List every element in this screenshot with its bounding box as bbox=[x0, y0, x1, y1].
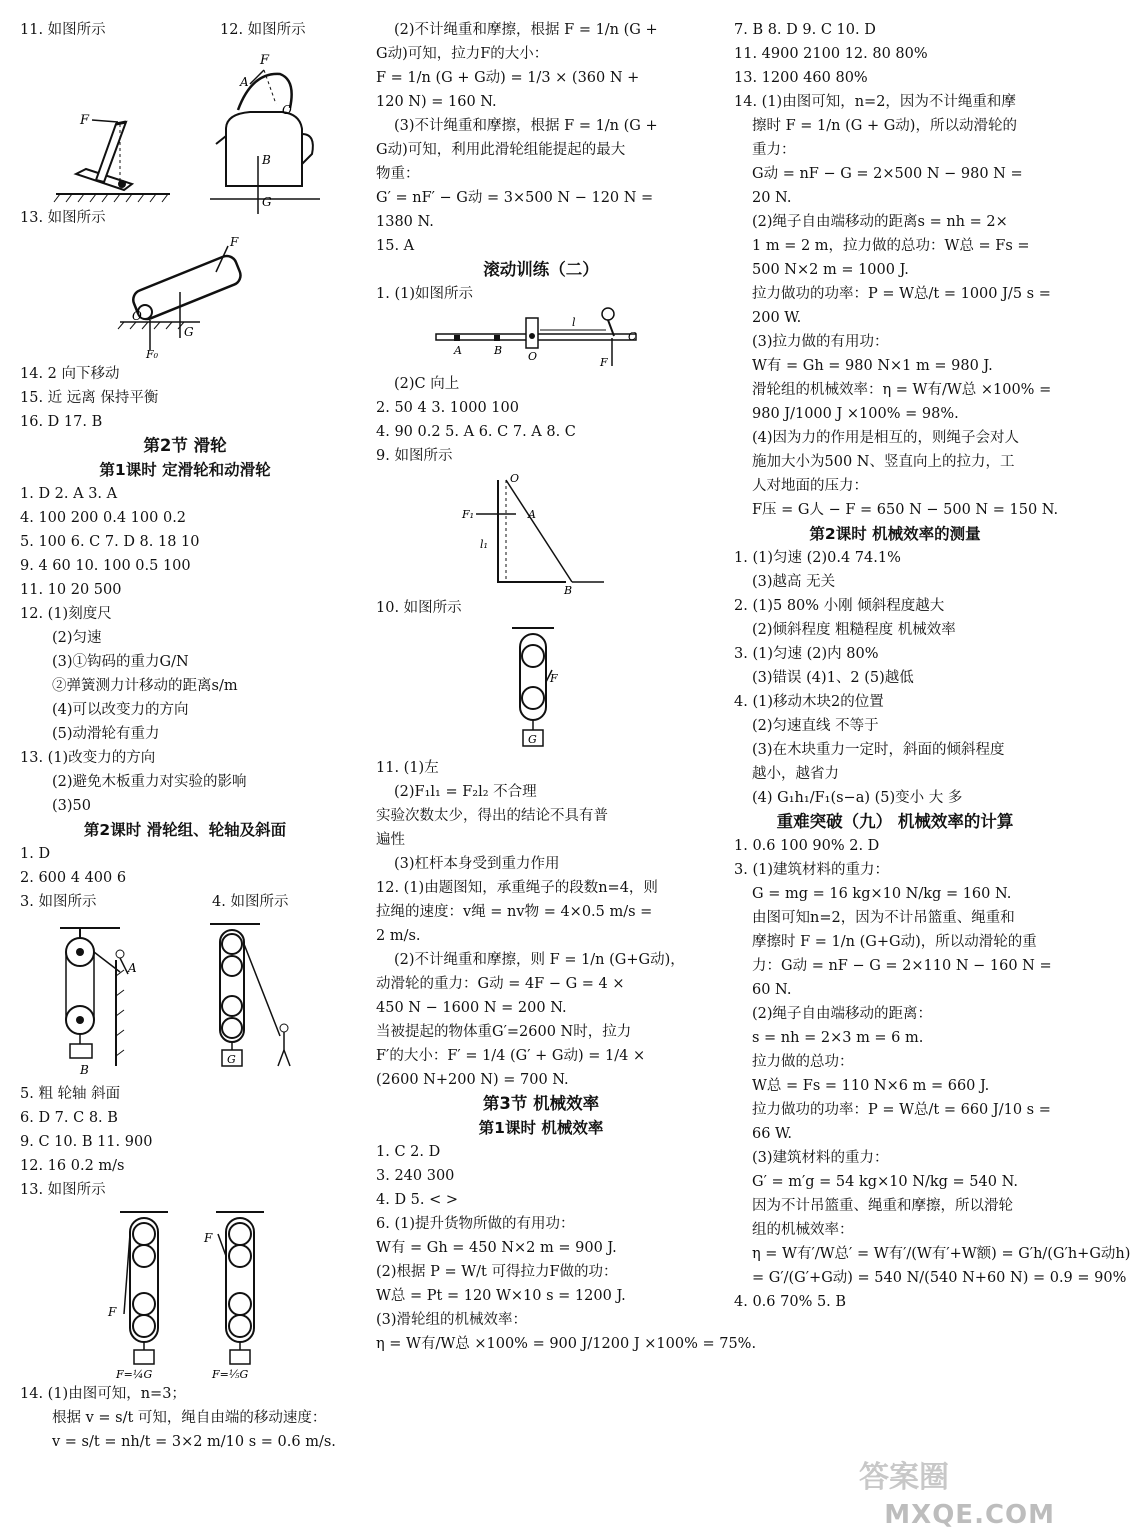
text-line: (3)错误 (4)1、2 (5)越低 bbox=[752, 670, 914, 686]
text-line: 1. (1)如图所示 bbox=[376, 286, 473, 302]
text-line: 因为不计吊篮重、绳重和摩擦，所以滑轮 bbox=[752, 1198, 1013, 1214]
text-line: (2)不计绳重和摩擦，则 F = 1/n (G+G动)， bbox=[394, 952, 685, 968]
crane-F1-label: F₁ bbox=[462, 508, 475, 521]
col2-block6 bbox=[376, 1140, 757, 1356]
text-line: G′ = nF′ − G动 = 3×500 N − 120 N = bbox=[376, 190, 654, 206]
text-line: (2)避免木板重力对实验的影响 bbox=[52, 774, 247, 790]
text-line: 66 W. bbox=[752, 1126, 793, 1142]
col3-block3 bbox=[734, 834, 1130, 1314]
q11-text: 11. 如图所示 bbox=[20, 22, 106, 38]
text-line: 当被提起的物体重G′=2600 N时，拉力 bbox=[376, 1024, 632, 1040]
text-line: 拉力做功的功率：P = W总/t = 660 J/10 s = bbox=[752, 1102, 1051, 1118]
seesaw-l-label: l bbox=[572, 316, 576, 329]
section-heading: 第2节 滑轮 bbox=[143, 436, 227, 455]
text-line: 4. 90 0.2 5. A 6. C 7. A 8. C bbox=[376, 424, 576, 440]
text-line: (3)拉力做的有用功： bbox=[752, 334, 889, 350]
pulley-frame-figure bbox=[376, 622, 706, 754]
incline-F0-label: F₀ bbox=[146, 348, 159, 361]
text-line: (2)匀速直线 不等于 bbox=[752, 718, 879, 734]
text-line: 14. (1)由图可知，n=2，因为不计绳重和摩 bbox=[734, 94, 1016, 110]
lesson-heading: 第1课时 机械效率 bbox=[478, 1119, 604, 1137]
frame-G-label: G bbox=[528, 733, 537, 746]
kettle-A-label: A bbox=[240, 75, 249, 89]
q4-text: 4. 如图所示 bbox=[212, 894, 289, 910]
pulley-B-label: B bbox=[80, 1063, 89, 1077]
kettle-B-label: B bbox=[262, 153, 271, 167]
text-line: (3)①钩码的重力G/N bbox=[52, 654, 189, 670]
text-line: (2)绳子自由端移动的距离s = nh = 2× bbox=[752, 214, 1008, 230]
crane-l1-label: l₁ bbox=[480, 538, 488, 551]
text-line: v = s/t = nh/t = 3×2 m/10 s = 0.6 m/s. bbox=[52, 1434, 336, 1450]
text-line: 12. 16 0.2 m/s bbox=[20, 1158, 125, 1174]
text-line: 11. 4900 2100 12. 80 80% bbox=[734, 46, 928, 62]
text-line: 15. A bbox=[376, 238, 415, 254]
text-line: 施加大小为500 N、竖直向上的拉力，工 bbox=[752, 454, 1015, 470]
text-line: 200 W. bbox=[752, 310, 802, 326]
seesaw-B-label: B bbox=[494, 344, 503, 357]
text-line: 滑轮组的机械效率：η = W有/W总 ×100% = bbox=[752, 382, 1052, 398]
text-line: 1 m = 2 m，拉力做的总功：W总 = Fs = bbox=[752, 238, 1030, 254]
block-F-label: F bbox=[108, 1305, 117, 1319]
text-line: (2)C 向上 bbox=[394, 376, 460, 392]
text-line: 2 m/s. bbox=[376, 928, 421, 944]
col1-block1 bbox=[20, 362, 350, 434]
text-line: 组的机械效率： bbox=[752, 1222, 854, 1238]
text-line: 3. 240 300 bbox=[376, 1168, 455, 1184]
col1-block5 bbox=[20, 1382, 350, 1454]
text-line: 重力： bbox=[752, 142, 796, 158]
text-line: 60 N. bbox=[752, 982, 792, 998]
lever-and-kettle-figure bbox=[20, 44, 350, 209]
col1-block4 bbox=[20, 1082, 350, 1202]
text-line: 力：G动 = nF − G = 2×110 N − 160 N = bbox=[752, 958, 1052, 974]
section-heading: 第3节 机械效率 bbox=[482, 1094, 600, 1113]
text-line: (5)动滑轮有重力 bbox=[52, 726, 160, 742]
text-line: 16. D 17. B bbox=[20, 414, 103, 430]
lesson-heading: 第2课时 滑轮组、轮轴及斜面 bbox=[83, 821, 287, 839]
text-line: 1. D 2. A 3. A bbox=[20, 486, 118, 502]
text-line: W有 = Gh = 450 N×2 m = 900 J. bbox=[376, 1240, 617, 1256]
column-1 bbox=[20, 18, 350, 1454]
text-line: 拉绳的速度：v绳 = nv物 = 4×0.5 m/s = bbox=[376, 904, 653, 920]
text-line: 人对地面的压力： bbox=[752, 478, 868, 494]
text-line: (2600 N+200 N) = 700 N. bbox=[376, 1072, 569, 1088]
text-line: (4)可以改变力的方向 bbox=[52, 702, 189, 718]
text-line: 13. 1200 460 80% bbox=[734, 70, 868, 86]
text-line: G动)可知，拉力F的大小： bbox=[376, 46, 549, 62]
section-heading: 重难突破（九） 机械效率的计算 bbox=[776, 812, 1014, 831]
kettle-O-label: O bbox=[282, 103, 292, 117]
text-line: 3. (1)建筑材料的重力： bbox=[734, 862, 889, 878]
text-line: W总 = Pt = 120 W×10 s = 1200 J. bbox=[376, 1288, 626, 1304]
lesson-heading: 第1课时 定滑轮和动滑轮 bbox=[99, 461, 271, 479]
crane-lever-figure bbox=[376, 470, 706, 597]
text-line: 1. D bbox=[20, 846, 51, 862]
text-line: 7. B 8. D 9. C 10. D bbox=[734, 22, 876, 38]
text-line: 物重： bbox=[376, 166, 420, 182]
text-line: G = mg = 16 kg×10 N/kg = 160 N. bbox=[752, 886, 1012, 902]
text-line: 450 N − 1600 N = 200 N. bbox=[376, 1000, 567, 1016]
column-2 bbox=[376, 18, 757, 1356]
block-F-quarter-label: F=¼G bbox=[116, 1368, 153, 1381]
text-line: 500 N×2 m = 1000 J. bbox=[752, 262, 909, 278]
text-line: 拉力做的总功： bbox=[752, 1054, 854, 1070]
text-line: ②弹簧测力计移动的距离s/m bbox=[52, 678, 238, 694]
q13-label: 13. 如图所示 bbox=[20, 210, 106, 226]
text-line: G动 = nF − G = 2×500 N − 980 N = bbox=[752, 166, 1023, 182]
text-line: F′的大小：F′ = 1/4 (G′ + G动) = 1/4 × bbox=[376, 1048, 646, 1064]
text-line: 15. 近 远离 保持平衡 bbox=[20, 390, 159, 406]
text-line: 2. (1)5 80% 小刚 倾斜程度越大 bbox=[734, 598, 945, 614]
pulley-systems-figure bbox=[20, 916, 350, 1080]
text-line: 9. 如图所示 bbox=[376, 448, 453, 464]
text-line: 14. 2 向下移动 bbox=[20, 366, 120, 382]
incline-G-label: G bbox=[184, 325, 194, 339]
pulley2-G-label: G bbox=[227, 1053, 236, 1066]
text-line: (3)50 bbox=[52, 798, 91, 814]
seesaw-A-label: A bbox=[454, 344, 462, 357]
seesaw-figure bbox=[376, 308, 706, 370]
text-line: 12. (1)由题图知，承重绳子的段数n=4，则 bbox=[376, 880, 658, 896]
text-line: (3)杠杆本身受到重力作用 bbox=[394, 856, 560, 872]
text-line: 3. (1)匀速 (2)内 80% bbox=[734, 646, 879, 662]
text-line: 980 J/1000 J ×100% = 98%. bbox=[752, 406, 959, 422]
text-line: 13. (1)改变力的方向 bbox=[20, 750, 156, 766]
text-line: (2)匀速 bbox=[52, 630, 102, 646]
text-line: 4. 100 200 0.4 100 0.2 bbox=[20, 510, 187, 526]
text-line: (2)倾斜程度 粗糙程度 机械效率 bbox=[752, 622, 956, 638]
text-line: (3)不计绳重和摩擦，根据 F = 1/n (G + bbox=[394, 118, 658, 134]
text-line: (4) G₁h₁/F₁(s−a) (5)变小 大 多 bbox=[752, 790, 963, 806]
q12-text: 12. 如图所示 bbox=[220, 22, 306, 38]
text-line: (4)因为力的作用是相互的，则绳子会对人 bbox=[752, 430, 1020, 446]
text-line: 6. (1)提升货物所做的有用功： bbox=[376, 1216, 575, 1232]
pulley-block-figure bbox=[20, 1204, 350, 1380]
text-line: (2)绳子自由端移动的距离： bbox=[752, 1006, 933, 1022]
text-line: 10. 如图所示 bbox=[376, 600, 462, 616]
incline-F-label: F bbox=[230, 235, 239, 249]
text-line: 5. 100 6. C 7. D 8. 18 10 bbox=[20, 534, 200, 550]
text-line: F = 1/n (G + G动) = 1/3 × (360 N + bbox=[376, 70, 640, 86]
text-line: 6. D 7. C 8. B bbox=[20, 1110, 118, 1126]
col1-block2 bbox=[20, 482, 350, 818]
lever-F-label: F bbox=[80, 113, 90, 128]
watermark-url: MXQE.COM bbox=[884, 1500, 1055, 1530]
text-line: 4. 0.6 70% 5. B bbox=[734, 1294, 847, 1310]
text-line: 拉力做功的功率：P = W总/t = 1000 J/5 s = bbox=[752, 286, 1051, 302]
text-line: η = W有/W总 ×100% = 900 J/1200 J ×100% = 75%. bbox=[376, 1336, 757, 1352]
text-line: 9. C 10. B 11. 900 bbox=[20, 1134, 153, 1150]
text-line: 1. 0.6 100 90% 2. D bbox=[734, 838, 880, 854]
crane-A-label: A bbox=[528, 508, 536, 521]
text-line: 摩擦时 F = 1/n (G+G动)，所以动滑轮的重 bbox=[752, 934, 1037, 950]
seesaw-C-label: C bbox=[628, 330, 637, 343]
col3-block1 bbox=[734, 18, 1059, 522]
text-line: 越小，越省力 bbox=[752, 766, 839, 782]
text-line: (3)越高 无关 bbox=[752, 574, 836, 590]
text-line: 实验次数太少，得出的结论不具有普 bbox=[376, 808, 608, 824]
text-line: 20 N. bbox=[752, 190, 792, 206]
text-line: 13. 如图所示 bbox=[20, 1182, 106, 1198]
text-line: (2)不计绳重和摩擦，根据 F = 1/n (G + bbox=[394, 22, 658, 38]
text-line: (2)根据 P = W/t 可得拉力F做的功： bbox=[376, 1264, 618, 1280]
text-line: 1. (1)匀速 (2)0.4 74.1% bbox=[734, 550, 901, 566]
column-3 bbox=[734, 18, 1130, 1314]
text-line: (3)滑轮组的机械效率： bbox=[376, 1312, 528, 1328]
text-line: 12. (1)刻度尺 bbox=[20, 606, 112, 622]
watermark-logo: 答案圈 bbox=[859, 1460, 949, 1495]
text-line: s = nh = 2×3 m = 6 m. bbox=[752, 1030, 924, 1046]
text-line: 2. 600 4 400 6 bbox=[20, 870, 127, 886]
text-line: 遍性 bbox=[376, 832, 405, 848]
incline-box-figure bbox=[20, 232, 350, 360]
text-line: η = W有′/W总′ = W有′/(W有′+W额) = G′h/(G′h+G动h) bbox=[752, 1246, 1130, 1262]
text-line: 9. 4 60 10. 100 0.5 100 bbox=[20, 558, 191, 574]
text-line: 2. 50 4 3. 1000 100 bbox=[376, 400, 519, 416]
text-line: (2)F₁l₁ = F₂l₂ 不合理 bbox=[394, 784, 537, 800]
text-line: F压 = G人 − F = 650 N − 500 N = 150 N. bbox=[752, 502, 1059, 518]
block2-F-label: F bbox=[204, 1231, 213, 1245]
text-line: 11. 10 20 500 bbox=[20, 582, 122, 598]
seesaw-O-label: O bbox=[528, 350, 538, 363]
text-line: 14. (1)由图可知，n=3； bbox=[20, 1386, 186, 1402]
text-line: W总 = Fs = 110 N×6 m = 660 J. bbox=[752, 1078, 990, 1094]
text-line: 4. (1)移动木块2的位置 bbox=[734, 694, 884, 710]
text-line: 擦时 F = 1/n (G + G动)，所以动滑轮的 bbox=[752, 118, 1017, 134]
crane-B-label: B bbox=[564, 584, 573, 597]
text-line: 由图可知n=2，因为不计吊篮重、绳重和 bbox=[752, 910, 1015, 926]
lesson-heading: 第2课时 机械效率的测量 bbox=[809, 525, 981, 543]
text-line: W有 = Gh = 980 N×1 m = 980 J. bbox=[752, 358, 993, 374]
text-line: 11. (1)左 bbox=[376, 760, 439, 776]
crane-O-label: O bbox=[510, 472, 520, 485]
text-line: 1. C 2. D bbox=[376, 1144, 441, 1160]
seesaw-F-label: F bbox=[600, 356, 608, 369]
col3-block2 bbox=[734, 546, 1056, 810]
text-line: 动滑轮的重力：G动 = 4F − G = 4 × bbox=[376, 976, 625, 992]
text-line: 5. 粗 轮轴 斜面 bbox=[20, 1086, 121, 1102]
col2-block5 bbox=[376, 756, 706, 1092]
q3-q4-label bbox=[20, 890, 350, 914]
section-heading: 滚动训练（二） bbox=[483, 260, 599, 279]
text-line: = G′/(G′+G动) = 540 N/(540 N+60 N) = 0.9 = 90% bbox=[752, 1270, 1127, 1286]
text-line: 根据 v = s/t 可知，绳自由端的移动速度： bbox=[52, 1410, 327, 1426]
kettle-F-label: F bbox=[260, 53, 270, 68]
text-line: 4. D 5. < > bbox=[376, 1192, 459, 1208]
col2-block3 bbox=[376, 372, 706, 468]
text-line: (3)建筑材料的重力： bbox=[752, 1150, 889, 1166]
col2-block1 bbox=[376, 18, 706, 258]
text-line: G动)可知，利用此滑轮组能提起的最大 bbox=[376, 142, 626, 158]
pulley-A-label: A bbox=[128, 961, 137, 975]
text-line: G′ = m′g = 54 kg×10 N/kg = 540 N. bbox=[752, 1174, 1018, 1190]
block2-F-fifth-label: F=⅕G bbox=[212, 1368, 249, 1381]
q3-text: 3. 如图所示 bbox=[20, 894, 97, 910]
frame-F-label: F bbox=[550, 672, 558, 685]
kettle-G-label: G bbox=[262, 195, 272, 209]
incline-O-label: O bbox=[132, 309, 142, 323]
q11-label bbox=[20, 18, 350, 42]
text-line: (3)在木块重力一定时，斜面的倾斜程度 bbox=[752, 742, 1005, 758]
text-line: 120 N) = 160 N. bbox=[376, 94, 497, 110]
text-line: 1380 N. bbox=[376, 214, 434, 230]
